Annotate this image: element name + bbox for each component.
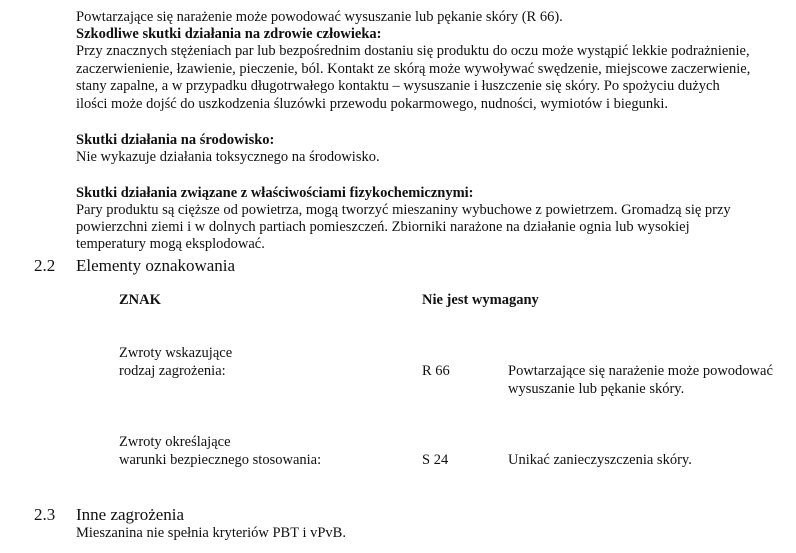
- section-title: Inne zagrożenia: [76, 505, 185, 524]
- physchem-heading: Skutki działania związane z właściwościami fizykochemicznymi:: [76, 185, 474, 201]
- s-phrases-label: warunki bezpiecznego stosowania:: [119, 452, 322, 468]
- r-phrases-label: Zwroty wskazujące: [119, 345, 233, 361]
- environment-heading: Skutki działania na środowisko:: [76, 132, 275, 148]
- s-phrase-text: Unikać zanieczyszczenia skóry.: [508, 452, 692, 468]
- health-heading: Szkodliwe skutki działania na zdrowie człowieka:: [76, 26, 382, 42]
- health-line: zaczerwienienie, łzawienie, pieczenie, ból. Kontakt ze skórą może wywoływać swędzenie, miejscowe zaczerwienie,: [76, 61, 751, 77]
- physchem-line: Pary produktu są cięższe od powietrza, mogą tworzyć mieszaniny wybuchowe z powietrzem. Gromadzą się przy: [76, 202, 731, 218]
- section-text: Mieszanina nie spełnia kryteriów PBT i vPvB.: [76, 525, 346, 541]
- r-phrase-code: R 66: [422, 363, 450, 379]
- section-number: 2.3: [34, 505, 56, 524]
- section-number: 2.2: [34, 256, 56, 275]
- health-line: stany zapalne, a w przypadku długotrwałego kontaktu – wysuszanie i łuszczenie się skóry. Po spożyciu dużych: [76, 78, 720, 94]
- health-line: Przy znacznych stężeniach par lub bezpośrednim dostaniu się produktu do oczu może wystąpić lekkie podrażnienie,: [76, 43, 750, 59]
- sign-label: ZNAK: [119, 292, 161, 308]
- section-title: Elementy oznakowania: [76, 256, 236, 275]
- environment-text: Nie wykazuje działania toksycznego na środowisko.: [76, 149, 380, 165]
- r-phrases-label: rodzaj zagrożenia:: [119, 363, 226, 379]
- physchem-line: powierzchni ziemi i w dolnych partiach pomieszczeń. Zbiorniki narażone na działanie ognia lub wysokiej: [76, 219, 690, 235]
- s-phrase-code: S 24: [422, 452, 449, 468]
- r-phrase-text: wysuszanie lub pękanie skóry.: [508, 381, 685, 397]
- sign-value: Nie jest wymagany: [422, 292, 539, 308]
- physchem-line: temperatury mogą eksplodować.: [76, 236, 265, 252]
- r-phrase-text: Powtarzające się narażenie może powodować: [508, 363, 773, 379]
- s-phrases-label: Zwroty określające: [119, 434, 231, 450]
- health-line: ilości może dojść do uszkodzenia śluzówki przewodu pokarmowego, nudności, wymiotów i biegunki.: [76, 96, 668, 112]
- intro-text: Powtarzające się narażenie może powodować wysuszanie lub pękanie skóry (R 66).: [76, 9, 563, 25]
